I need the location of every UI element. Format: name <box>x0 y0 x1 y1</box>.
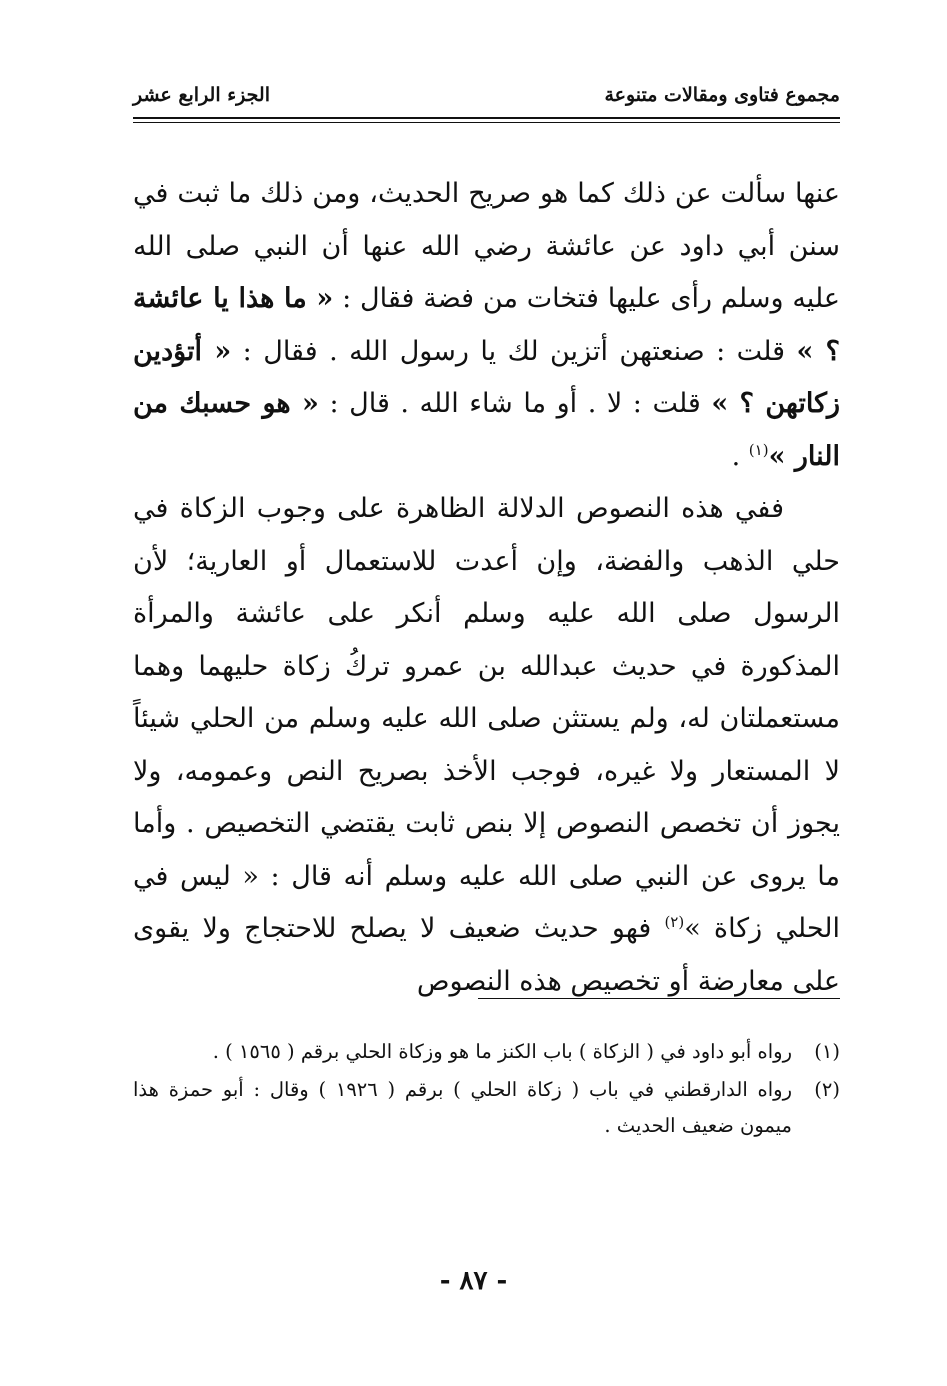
p1-text-2: قلت : صنعتهن أتزين لك يا رسول الله . فقال : <box>242 335 786 367</box>
footnote-2 <box>133 1072 840 1144</box>
footnote-number: (٢) <box>814 1078 840 1101</box>
p1-text-3: قلت : لا . أو ما شاء الله . قال : <box>329 388 701 419</box>
paragraph-2 <box>133 483 840 1008</box>
header-rule-thin <box>133 122 840 123</box>
main-text <box>133 168 840 1008</box>
header-rule-thick <box>133 117 840 119</box>
footnote-text: رواه أبو داود في ( الزكاة ) باب الكنز ما هو وزكاة الحلي برقم ( ١٥٦٥ ) . <box>212 1040 792 1063</box>
p1-quote-2: « أتؤدين زكاتهن ؟ » <box>133 335 840 419</box>
running-header <box>133 84 840 114</box>
footnote-1 <box>133 1034 840 1070</box>
p2-text-2: فهو حديث ضعيف لا يصلح للاحتجاج ولا يقوى على معارضة أو تخصيص هذه النصوص <box>133 913 840 997</box>
p1-quote-3: « هو حسبك من النار » <box>133 388 840 472</box>
p2-text-1: ففي هذه النصوص الدلالة الظاهرة على وجوب الزكاة في حلي الذهب والفضة، وإن أعدت للاستعمال أو العارية؛ لأن الرسول صلى الله عليه وسلم أنكر على عائشة والمرأة المذكورة في حديث عبدالله بن عمرو تركُ زكاة حليهما وهما مستعملتان له، ولم يستثن صلى الله عليه وسلم من الحلي شيئاً لا المستعار ولا غيره، فوجب الأخذ بصريح النص وعمومه، ولا يجوز أن تخصص النصوص إلا بنص ثابت يقتضي التخصيص . وأما ما يروى عن النبي صلى الله عليه وسلم أنه قال : <box>133 493 840 892</box>
book-title: مجموع فتاوى ومقالات متنوعة <box>604 84 840 106</box>
paragraph-1 <box>133 168 840 483</box>
footnote-number: (١) <box>814 1040 840 1063</box>
footnote-text: رواه الدارقطني في باب ( زكاة الحلي ) برقم ( ١٩٢٦ ) وقال : أبو حمزة هذا ميمون ضعيف الحديث . <box>133 1078 792 1137</box>
footnote-separator <box>478 998 840 999</box>
p1-end: . <box>731 440 741 472</box>
page-number: - ٨٧ - <box>439 1266 508 1296</box>
footnote-ref-2: (٢) <box>664 913 685 931</box>
p1-quote-1: « ما هذا يا عائشة ؟ » <box>133 283 840 367</box>
footnote-ref-1: (١) <box>748 440 769 459</box>
volume-label: الجزء الرابع عشر <box>133 84 270 106</box>
footnotes <box>133 1034 840 1146</box>
p1-text-1: عنها سألت عن ذلك كما هو صريح الحديث، ومن ذلك ما ثبت في سنن أبي داود عن عائشة رضي الله عنها أن النبي صلى الله عليه وسلم رأى عليها فتخات من فضة فقال : <box>133 178 841 314</box>
p2-quote-1: « ليس في الحلي زكاة » <box>133 860 840 944</box>
